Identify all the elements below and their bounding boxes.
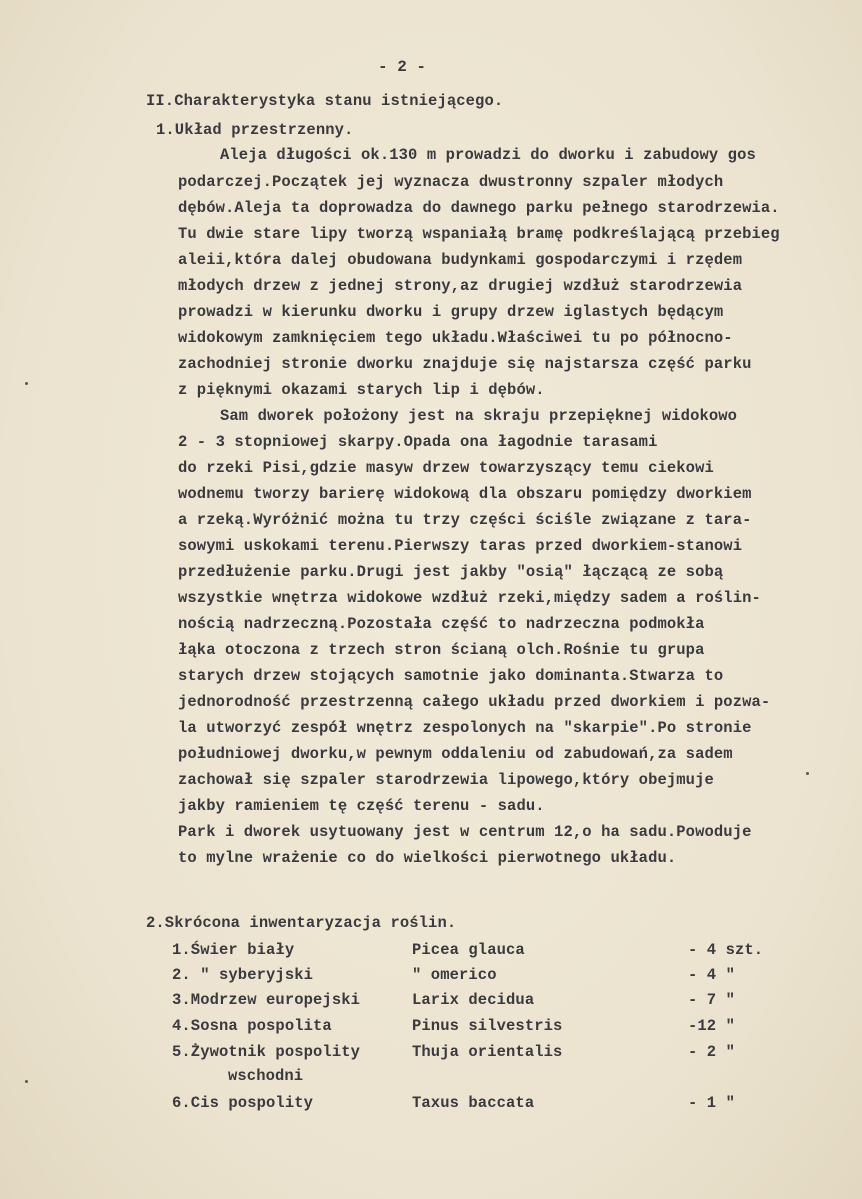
body-line: z pięknymi okazami starych lip i dębów. — [178, 381, 545, 399]
body-line: sowymi uskokami terenu.Pierwszy taras przed dworkiem-stanowi — [178, 537, 743, 555]
plant-name: 1.Świer biały — [172, 941, 295, 959]
plant-count: - 4 " — [688, 966, 736, 984]
plant-name: 4.Sosna pospolita — [172, 1017, 332, 1035]
body-line: południowej dworku,w pewnym oddaleniu od zabudowań,za sadem — [178, 745, 733, 763]
section-heading: II.Charakterystyka stanu istniejącego. — [146, 92, 504, 110]
plant-name: 5.Żywotnik pospolity — [172, 1043, 361, 1061]
body-line: starych drzew stojących samotnie jako dominanta.Stwarza to — [178, 667, 724, 685]
margin-speck — [25, 1080, 28, 1083]
body-line: łąka otoczona z trzech stron ścianą olch.Rośnie tu grupa — [178, 641, 705, 659]
body-line: podarczej.Początek jej wyznacza dwustronny szpaler młodych — [178, 173, 724, 191]
plant-latin-name: Pinus silvestris — [412, 1017, 563, 1035]
body-line: aleii,która dalej obudowana budynkami gospodarczymi i rzędem — [178, 251, 743, 269]
body-line: zachodniej stronie dworku znajduje się najstarsza część parku — [178, 355, 752, 373]
body-line: przedłużenie parku.Drugi jest jakby "osią" łączącą ze sobą — [178, 563, 724, 581]
plant-name: 3.Modrzew europejski — [172, 991, 361, 1009]
body-line: jednorodność przestrzenną całego układu przed dworkiem i pozwa- — [178, 693, 771, 711]
body-line: Park i dworek usytuowany jest w centrum 12,o ha sadu.Powoduje — [178, 823, 752, 841]
body-line: wodnemu tworzy barierę widokową dla obszaru pomiędzy dworkiem — [178, 485, 752, 503]
plant-count: - 7 " — [688, 991, 736, 1009]
plant-name-continuation: wschodni — [228, 1067, 304, 1085]
body-line: dębów.Aleja ta doprowadza do dawnego parku pełnego starodrzewia. — [178, 199, 780, 217]
body-line: do rzeki Pisi,gdzie masyw drzew towarzyszący temu ciekowi — [178, 459, 714, 477]
body-line: wszystkie wnętrza widokowe wzdłuż rzeki,między sadem a roślin- — [178, 589, 761, 607]
margin-speck — [25, 382, 28, 385]
subsection-heading-inventory: 2.Skrócona inwentaryzacja roślin. — [146, 914, 457, 932]
plant-latin-name: Picea glauca — [412, 941, 525, 959]
plant-latin-name: " omerico — [412, 966, 497, 984]
plant-count: -12 " — [688, 1017, 736, 1035]
subsection-heading-layout: 1.Układ przestrzenny. — [156, 121, 354, 139]
plant-latin-name: Larix decidua — [412, 991, 535, 1009]
body-line: 2 - 3 stopniowej skarpy.Opada ona łagodnie tarasami — [178, 433, 658, 451]
body-line: prowadzi w kierunku dworku i grupy drzew iglastych będącym — [178, 303, 724, 321]
body-line: Aleja długości ok.130 m prowadzi do dworku i zabudowy gos — [220, 146, 756, 164]
plant-count: - 1 " — [688, 1094, 736, 1112]
plant-count: - 2 " — [688, 1043, 736, 1061]
margin-speck — [806, 772, 809, 775]
plant-name: 2. " syberyjski — [172, 966, 314, 984]
plant-name: 6.Cis pospolity — [172, 1094, 314, 1112]
plant-latin-name: Thuja orientalis — [412, 1043, 563, 1061]
body-line: Sam dworek położony jest na skraju przepięknej widokowo — [220, 407, 738, 425]
body-line: zachował się szpaler starodrzewia lipowego,który obejmuje — [178, 771, 714, 789]
body-line: młodych drzew z jednej strony,az drugiej wzdłuż starodrzewia — [178, 277, 743, 295]
body-line: to mylne wrażenie co do wielkości pierwotnego układu. — [178, 849, 677, 867]
body-line: a rzeką.Wyróżnić można tu trzy części ściśle związane z tara- — [178, 511, 752, 529]
body-line: jakby ramieniem tę część terenu - sadu. — [178, 797, 545, 815]
body-line: nością nadrzeczną.Pozostała część to nadrzeczna podmokła — [178, 615, 705, 633]
plant-latin-name: Taxus baccata — [412, 1094, 535, 1112]
body-line: Tu dwie stare lipy tworzą wspaniałą bramę podkreślającą przebieg — [178, 225, 780, 243]
page-number: - 2 - — [378, 58, 427, 76]
body-line: widokowym zamknięciem tego układu.Właściwei tu po północno- — [178, 329, 733, 347]
body-line: la utworzyć zespół wnętrz zespolonych na "skarpie".Po stronie — [178, 719, 752, 737]
plant-count: - 4 szt. — [688, 941, 764, 959]
